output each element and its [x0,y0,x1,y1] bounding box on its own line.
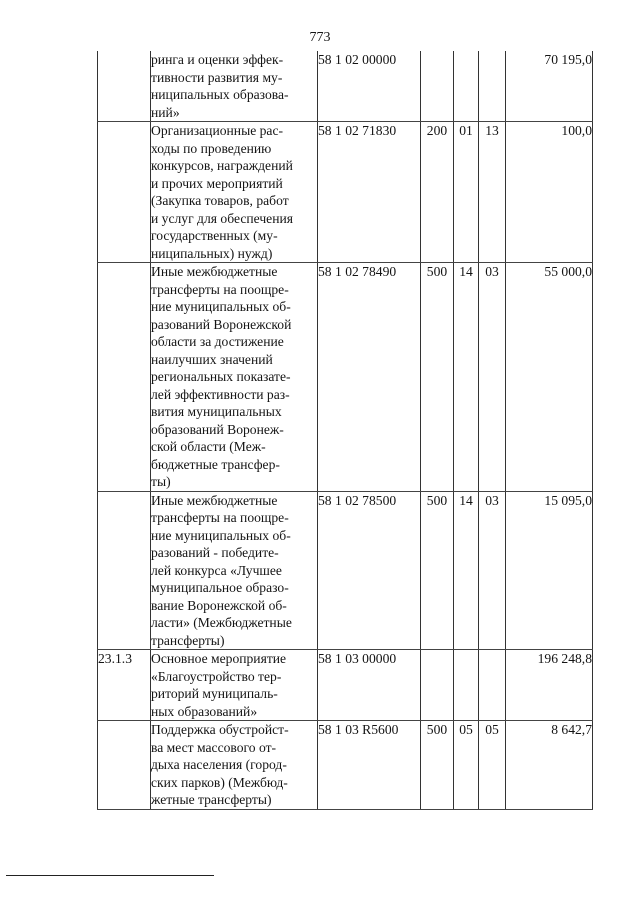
row-name-line: Иные межбюджетные [151,492,278,508]
row-name-line: лей эффективности раз- [151,386,290,402]
expense-type [421,51,454,122]
row-name-line: ты) [151,474,171,489]
row-name-line: трансферты на поощре- [151,510,289,525]
section-code: 05 [454,721,479,810]
row-name-line: жетные трансферты) [151,792,272,807]
subsection-code: 05 [479,721,506,810]
section-code: 14 [454,491,479,650]
subsection-code: 03 [479,263,506,492]
table-row [98,122,593,263]
row-name-line: трансферты на поощре- [151,281,289,297]
row-name [151,491,318,650]
expense-type: 500 [421,491,454,650]
subsection-code: 03 [479,491,506,650]
row-name-line: лей конкурса «Лучшее [151,562,282,578]
expense-type [421,650,454,721]
row-name-line: ных образований» [151,703,258,719]
target-code: 58 1 03 00000 [318,650,421,721]
row-name [151,721,318,810]
target-code: 58 1 03 R5600 [318,721,421,810]
amount: 196 248,8 [506,650,593,721]
row-name-line: муниципальное образо- [151,580,289,595]
amount: 55 000,0 [506,263,593,492]
subsection-code [479,650,506,721]
expense-type: 200 [421,122,454,263]
amount: 70 195,0 [506,51,593,122]
row-number [98,491,151,650]
row-name-line: Организационные рас- [151,123,284,138]
amount: 100,0 [506,122,593,263]
expense-type: 500 [421,721,454,810]
table-row [98,263,593,492]
section-code [454,51,479,122]
subsection-code [479,51,506,122]
row-name-line: ской области (Меж- [151,439,266,454]
row-name-line: ний» [151,104,180,120]
table-row [98,51,593,122]
target-code: 58 1 02 00000 [318,51,421,122]
amount: 15 095,0 [506,491,593,650]
row-number: 23.1.3 [98,650,151,721]
row-name [151,263,318,492]
row-name-line: риторий муниципаль- [151,686,278,701]
row-name-line: вития муниципальных [151,404,282,419]
target-code: 58 1 02 78500 [318,491,421,650]
target-code: 58 1 02 78490 [318,263,421,492]
row-name [151,122,318,263]
row-name-line: «Благоустройство тер- [151,668,282,684]
target-code: 58 1 02 71830 [318,122,421,263]
row-name-line: бюджетные трансфер- [151,456,280,472]
row-name-line: ринга и оценки эффек- [151,52,284,67]
section-code: 01 [454,122,479,263]
row-number [98,263,151,492]
row-number [98,122,151,263]
row-name-line: ходы по проведению [151,140,272,156]
table-row [98,721,593,810]
row-name [151,51,318,122]
row-name-line: Иные межбюджетные [151,264,278,279]
row-name-line: разований Воронежской [151,316,292,332]
expense-type: 500 [421,263,454,492]
row-name-line: конкурсов, награждений [151,158,293,173]
budget-table [97,51,593,810]
row-name-line: (Закупка товаров, работ [151,193,289,208]
subsection-code: 13 [479,122,506,263]
row-name-line: ниципальных) нужд) [151,245,273,261]
row-name [151,650,318,721]
row-name-line: региональных показате- [151,369,291,384]
row-name-line: тивности развития му- [151,69,283,85]
table-row [98,491,593,650]
row-name-line: ние муниципальных об- [151,527,291,543]
row-name-line: ва мест массового от- [151,739,277,755]
row-name-line: трансферты) [151,632,225,648]
row-name-line: и прочих мероприятий [151,175,283,191]
row-name-line: ние муниципальных об- [151,299,291,314]
amount: 8 642,7 [506,721,593,810]
row-name-line: Основное мероприятие [151,651,287,666]
row-name-line: государственных (му- [151,228,278,243]
row-number [98,51,151,122]
row-name-line: разований - победите- [151,545,279,560]
table-row [98,650,593,721]
row-name-line: ласти» (Межбюджетные [151,615,292,630]
footnote-divider [6,875,214,876]
row-name-line: дыха населения (город- [151,757,287,772]
row-name-line: вание Воронежской об- [151,597,287,613]
row-name-line: образований Воронеж- [151,421,284,437]
row-name-line: ниципальных образова- [151,87,289,102]
row-name-line: ских парков) (Межбюд- [151,774,288,790]
row-name-line: области за достижение [151,334,284,349]
page-number: 773 [309,30,331,45]
row-name-line: наилучших значений [151,351,273,367]
row-number [98,721,151,810]
row-name-line: Поддержка обустройст- [151,722,289,737]
row-name-line: и услуг для обеспечения [151,210,293,226]
section-code: 14 [454,263,479,492]
section-code [454,650,479,721]
